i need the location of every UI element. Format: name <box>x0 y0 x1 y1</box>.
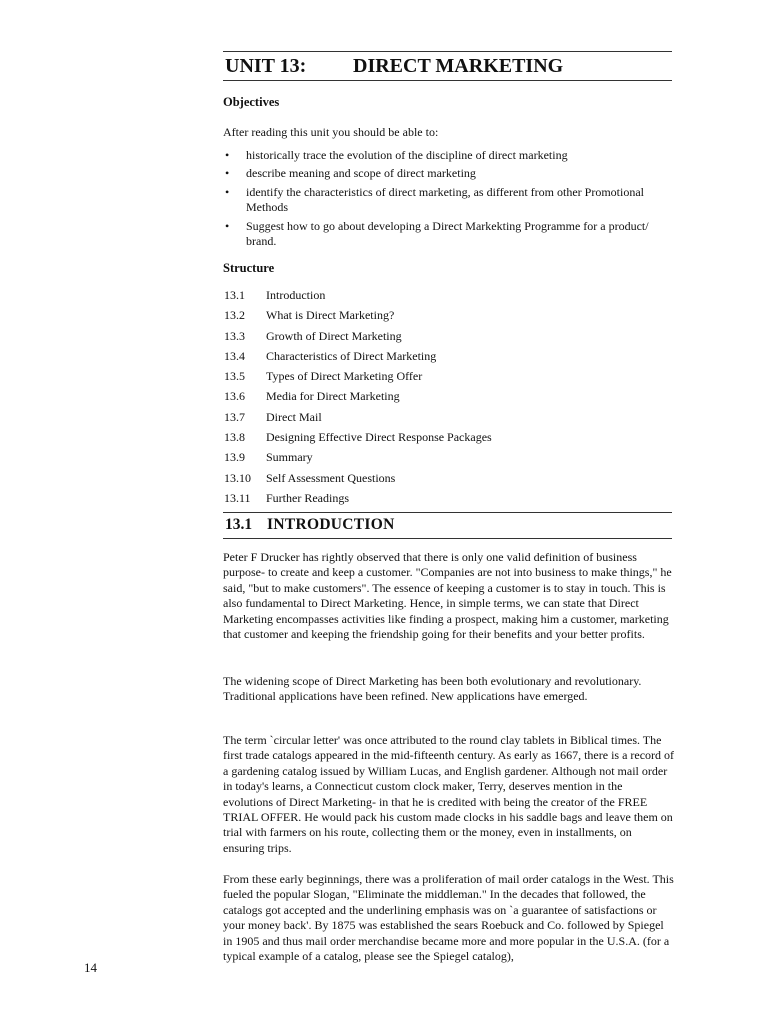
section-title: INTRODUCTION <box>267 516 395 533</box>
body-paragraph-3: The term `circular letter' was once attributed to the round clay tablets in Biblical times. The first trade catalogs appeared in the mid-fifteenth century. As early as 1667, there is a record of a gardening catalog issued by William Lucas, and English gardener. Although not mail order in today's learns, a Connecticut custom clock maker, Terry, deserves mention in the evolutions of Direct Marketing- in that he is credited with being the creator of the FREE TRIAL OFFER. He would pack his custom made clocks in his saddle bags and leave them on trial with farmers on his route, collecting them or the money, even in installments, on ensuring trips. <box>223 733 675 855</box>
structure-item <box>223 326 675 346</box>
structure-item-number: 13.8 <box>224 430 245 445</box>
structure-item-title: Direct Mail <box>266 409 322 424</box>
structure-item-number: 13.7 <box>224 409 245 424</box>
structure-item-title: Introduction <box>266 288 326 302</box>
unit-heading <box>223 52 672 80</box>
structure-item-number: 13.6 <box>224 389 245 404</box>
structure-item <box>223 468 675 488</box>
objectives-heading: Objectives <box>223 95 280 109</box>
unit-number: UNIT 13: <box>225 55 307 77</box>
structure-list <box>223 285 675 508</box>
bullet-icon: • <box>225 218 230 233</box>
structure-item-number: 13.4 <box>224 348 245 363</box>
structure-item-number: 13.10 <box>224 470 251 485</box>
structure-item <box>223 386 675 406</box>
bullet-icon: • <box>225 166 230 181</box>
structure-item-title: Further Readings <box>266 490 349 505</box>
structure-item-title: Self Assessment Questions <box>266 470 396 485</box>
structure-item-title: What is Direct Marketing? <box>266 308 395 323</box>
structure-item-title: Growth of Direct Marketing <box>266 328 402 343</box>
unit-title: DIRECT MARKETING <box>353 55 564 77</box>
bullet-icon: • <box>225 148 230 162</box>
section-number: 13.1 <box>225 516 253 533</box>
bullet-icon: • <box>225 184 230 199</box>
objective-item: • historically trace the evolution of the discipline of direct marketing <box>225 148 568 162</box>
objective-item: • identify the characteristics of direct marketing, as different from other Promotional Methods <box>225 184 644 215</box>
structure-item <box>223 285 675 305</box>
structure-item <box>223 427 675 447</box>
objectives-list <box>223 148 675 252</box>
structure-item-title: Designing Effective Direct Response Packages <box>266 430 492 445</box>
structure-item <box>223 407 675 427</box>
structure-item <box>223 447 675 467</box>
section-bottom-rule <box>223 538 672 539</box>
body-paragraph-1: Peter F Drucker has rightly observed that there is only one valid definition of business purpose- to create and keep a customer. "Companies are not into business to make things," he said, "but to make customers". The essence of keeping a customer is to stay in touch. This is also fundamental to Direct Marketing. Hence, in simple terms, we can state that Direct Marketing encompasses activities like finding a prospect, making him a customer, marketing that customer and keeping the friendship going for their benefits and your better profits. <box>223 550 672 642</box>
structure-item <box>223 366 675 386</box>
structure-item-title: Types of Direct Marketing Offer <box>266 369 423 384</box>
structure-item <box>223 305 675 325</box>
structure-item-number: 13.9 <box>224 450 245 465</box>
structure-item <box>223 346 675 366</box>
structure-item-title: Characteristics of Direct Marketing <box>266 348 437 363</box>
objective-item: • describe meaning and scope of direct marketing <box>225 166 476 181</box>
structure-item <box>223 488 675 508</box>
objectives-intro: After reading this unit you should be able to: <box>223 125 439 139</box>
objective-item: • Suggest how to go about developing a Direct Markekting Programme for a product/ brand. <box>225 218 649 249</box>
body-paragraph-2: The widening scope of Direct Marketing has been both evolutionary and revolutionary. Traditional applications have been refined. New applications have emerged. <box>223 674 642 704</box>
structure-item-number: 13.1 <box>224 288 245 302</box>
section-heading <box>223 513 672 537</box>
unit-bottom-rule <box>223 80 672 81</box>
structure-item-title: Summary <box>266 450 313 465</box>
structure-item-title: Media for Direct Marketing <box>266 389 400 404</box>
structure-heading: Structure <box>223 261 275 275</box>
structure-item-number: 13.11 <box>224 490 251 505</box>
page-number: 14 <box>84 960 97 975</box>
structure-item-number: 13.2 <box>224 308 245 323</box>
body-paragraph-4: From these early beginnings, there was a proliferation of mail order catalogs in the West. This fueled the popular Slogan, "Eliminate the middleman." In the decades that followed, the catalogs got accepted and the underlining emphasis was on `a guarantee of satisfactions or your money back'. By 1875 was established the sears Roebuck and Co. followed by Spiegel in 1905 and thus mail order merchandise became more and more popular in the U.S.A. (for a typical example of a catalog, please see the Spiegel catalog), <box>223 872 674 964</box>
structure-item-number: 13.3 <box>224 328 245 343</box>
structure-item-number: 13.5 <box>224 369 245 384</box>
